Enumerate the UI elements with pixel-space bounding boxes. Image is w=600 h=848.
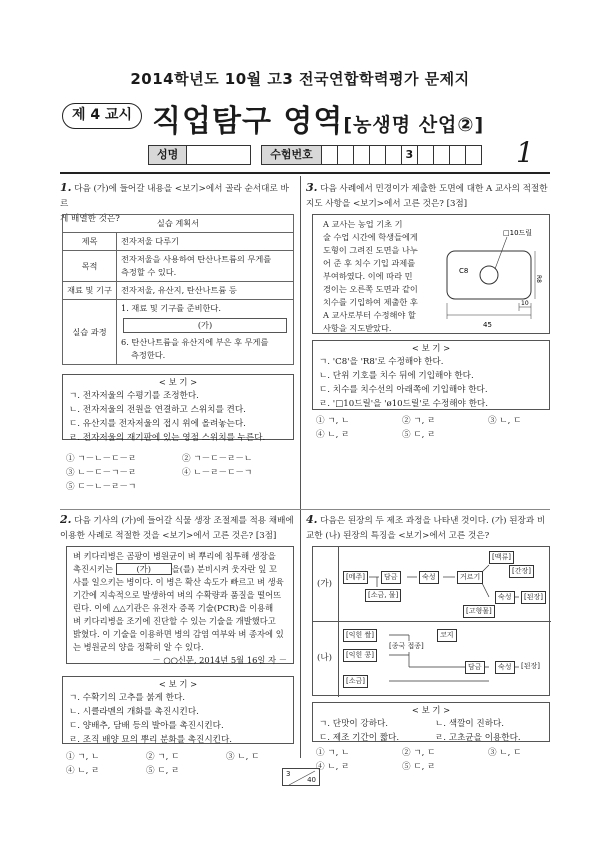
label-r8: R8 (535, 275, 542, 283)
q3-case-box (312, 214, 550, 334)
plan-value-line: 측정할 수 있다. (121, 267, 177, 277)
page-total: 40 (307, 776, 316, 784)
answer-choice-2[interactable]: ② ㄱ－ㄷ－ㄹ－ㄴ (182, 454, 253, 464)
process-na-label: (나) (317, 653, 333, 663)
bogi-item: ㄹ. 전자저울의 재기판에 있는 영점 스위치를 누른다. (69, 433, 266, 443)
flow-box-sukseong: 숙성 (419, 571, 439, 584)
q3-drawing (441, 219, 547, 331)
bogi-title: < 보 기 > (411, 343, 451, 353)
id-bar (148, 145, 482, 165)
answer-choice-2[interactable]: ② ㄱ, ㄹ (402, 416, 436, 426)
case-line: 사항을 지도받았다. (323, 323, 392, 333)
q1-number: 1. (60, 181, 72, 194)
name-field[interactable] (187, 145, 251, 165)
bogi-item: ㄹ. 고초균을 이용한다. (435, 733, 521, 743)
diagram-label-col (313, 547, 339, 697)
bogi-item: ㄴ. 시클라멘의 개화를 촉진시킨다. (69, 707, 199, 717)
answer-choice-2[interactable]: ② ㄱ, ㄷ (146, 752, 180, 762)
answer-choice-1[interactable]: ① ㄱ, ㄴ (316, 748, 350, 758)
plan-value (117, 251, 294, 282)
label-10: 10 (521, 300, 529, 307)
article-line: 벼 키다리병은 곰팡이 병원균이 벼 뿌리에 침투해 생장을 (73, 551, 276, 561)
flow-box-doenjang: [된장] (521, 591, 546, 604)
q1-text: 게 배열한 것은? (60, 214, 120, 224)
exam-no-cell[interactable] (466, 145, 482, 165)
plate-outline (447, 251, 531, 299)
article-line: 린다. 이에 △△기관은 유전자 증폭 기술(PCR)을 이용해 (73, 603, 274, 613)
process-ga-label: (가) (317, 579, 333, 589)
article-line: 기간에 지속적으로 발생하여 벼의 수확량과 품질을 떨어뜨 (73, 590, 282, 600)
exam-no-cell[interactable] (450, 145, 466, 165)
q3-case-text (323, 218, 441, 335)
q1-plan-table (62, 214, 294, 365)
flow-box-georeugi: 거르기 (457, 571, 483, 584)
q3-text: 지도 사항을 <보기>에서 고른 것은? [3점] (306, 199, 468, 209)
bogi-row (319, 717, 543, 731)
bogi-item: ㄹ. 조직 배양 묘의 뿌리 분화를 촉진시킨다. (69, 735, 232, 745)
column-divider (300, 176, 301, 758)
header-rule (60, 172, 550, 174)
article-source: － ○○신문, 2014년 5월 16일 자 － (152, 655, 287, 665)
exam-no-cell[interactable] (418, 145, 434, 165)
q3-bogi-box (312, 340, 550, 410)
case-line: 경이는 오른쪽 도면과 같이 (323, 284, 418, 294)
answer-choice-5[interactable]: ⑤ ㄷ, ㄹ (402, 430, 436, 440)
article-text: 촉진시키는 (73, 564, 114, 574)
case-line: A 교사로부터 수정해야 할 (323, 310, 416, 320)
plan-step: 6. 탄산나트륨을 유산지에 부은 후 무게를 (121, 337, 269, 347)
label-c8: C8 (459, 267, 469, 275)
plan-label: 목적 (63, 251, 117, 282)
flow-box-maekryu: [맥류] (489, 551, 514, 564)
flow-label-inoculation: [종국 접종] (389, 642, 424, 650)
bogi-item: ㄴ. 단위 기호를 치수 뒤에 기입해야 한다. (319, 371, 474, 381)
bogi-item: ㄱ. 'C8'을 'R8'로 수정해야 한다. (319, 357, 444, 367)
q4-text: 교한 (나) 된장의 특징을 <보기>에서 고른 것은? (306, 531, 490, 541)
flow-box-doenjang: [된장] (521, 662, 540, 670)
case-line: 도형이 그려진 도면을 나누 (323, 245, 418, 255)
q2-article (66, 546, 294, 664)
plan-steps (117, 300, 294, 365)
case-line: 술 수업 시간에 학생들에게 (323, 232, 418, 242)
exam-no-cell[interactable] (386, 145, 402, 165)
subject-sub: [농생명 산업②] (343, 114, 485, 136)
answer-choice-2[interactable]: ② ㄱ, ㄷ (402, 748, 436, 758)
q4-text: 다음은 된장의 두 제조 과정을 나타낸 것이다. (가) 된장과 비 (320, 516, 546, 526)
case-line: 부여하였다. 이에 따라 민 (323, 271, 413, 281)
flow-box-damgeum: 담금 (381, 571, 401, 584)
exam-no-digit: 3 (402, 145, 418, 165)
q4-process-diagram (312, 546, 550, 696)
answer-choice-3[interactable]: ③ ㄴ－ㄷ－ㄱ－ㄹ (66, 468, 137, 478)
row-divider (60, 509, 550, 510)
plan-label: 제목 (63, 233, 117, 251)
q1-text: 다음 (가)에 들어갈 내용을 <보기>에서 골라 순서대로 바르 (60, 184, 289, 209)
exam-no-cell[interactable] (370, 145, 386, 165)
plan-value: 전자저울 다루기 (117, 233, 294, 251)
case-line: 어 준 후 치수 기입 과제를 (323, 258, 416, 268)
q2-bogi-box (62, 676, 294, 744)
exam-no-cell[interactable] (322, 145, 338, 165)
flow-box-cooked-beans: [익힌 콩] (343, 649, 377, 662)
answer-choice-1[interactable]: ① ㄱ, ㄴ (66, 752, 100, 762)
q3-text: 다음 사례에서 민경이가 제출한 도면에 대한 A 교사의 적절한 (320, 184, 548, 194)
q4-stem (306, 512, 550, 544)
flow-box-koji: 코지 (437, 629, 457, 642)
bogi-row (319, 731, 543, 745)
flow-box-salt-water: [소금, 물] (365, 589, 401, 602)
article-line: 는 병원균의 양을 정확히 알 수 있다. (73, 642, 204, 652)
flow-box-meju: [메주] (343, 571, 368, 584)
exam-no-cell[interactable] (354, 145, 370, 165)
q3-stem (306, 180, 550, 212)
plan-value-line: 전자저울을 사용하여 탄산나트륨의 무게를 (121, 254, 272, 264)
flow-box-salt: [소금] (343, 675, 368, 688)
bogi-item: ㄱ. 단맛이 강하다. (319, 719, 389, 729)
answer-choice-4[interactable]: ④ ㄴ, ㄹ (316, 430, 350, 440)
exam-no-cell[interactable] (434, 145, 450, 165)
label-drill: □10드릴 (503, 229, 533, 237)
name-label: 성명 (148, 145, 187, 165)
q4-bogi-box (312, 702, 550, 742)
exam-title: 2014학년도 10월 고3 전국연합학력평가 문제지 (130, 70, 470, 88)
bogi-title: < 보 기 > (411, 705, 451, 715)
page-counter (282, 768, 320, 786)
answer-choice-4[interactable]: ④ ㄴ－ㄹ－ㄷ－ㄱ (182, 468, 253, 478)
page-number: 1 (516, 136, 534, 169)
q2-number: 2. (60, 513, 72, 526)
plan-label: 재료 및 기구 (63, 282, 117, 300)
answer-choice-3[interactable]: ③ ㄴ, ㄷ (226, 752, 260, 762)
plan-value: 전자저울, 유산지, 탄산나트륨 등 (117, 282, 294, 300)
answer-choice-5[interactable]: ⑤ ㄷ, ㄹ (146, 766, 180, 776)
article-line (73, 563, 287, 576)
flow-box-sukseong: 숙성 (495, 591, 515, 604)
bogi-item: ㄴ. 색깔이 진하다. (435, 719, 505, 729)
case-line: A 교사는 농업 기초 기 (323, 219, 403, 229)
period-badge: 제 4 교시 (62, 103, 142, 129)
bogi-title: < 보 기 > (158, 679, 198, 689)
flow-box-ganjang: [간장] (509, 565, 534, 578)
bogi-item: ㄷ. 치수를 치수선의 아래쪽에 기입해야 한다. (319, 385, 488, 395)
case-line: 치수를 기입하여 제출한 후 (323, 297, 418, 307)
bogi-item: ㄷ. 양배추, 담배 등의 발아를 촉진시킨다. (69, 721, 224, 731)
bogi-title: < 보 기 > (158, 377, 198, 387)
flow-box-sukseong: 숙성 (495, 661, 515, 674)
flow-box-solids: [고형물] (463, 605, 495, 618)
bogi-item: ㄴ. 전자저울의 전원을 연결하고 스위치를 켠다. (69, 405, 246, 415)
flow-box-damgeum: 담금 (465, 661, 485, 674)
bogi-item: ㄱ. 수확기의 고추를 붉게 한다. (69, 693, 186, 703)
bogi-item: ㄹ. '□10드릴'을 'ø10드릴'로 수정해야 한다. (319, 399, 488, 409)
subject-title (152, 96, 484, 140)
label-45: 45 (483, 321, 492, 329)
plan-title: 실습 계획서 (63, 215, 294, 233)
bogi-item: ㄷ. 제조 기간이 짧다. (319, 733, 400, 743)
article-text: 을(를) 분비시켜 웃자란 잎 꼬 (171, 564, 277, 574)
answer-choice-3[interactable]: ③ ㄴ, ㄷ (488, 416, 522, 426)
q2-text: 이용한 사례로 적절한 것을 <보기>에서 고른 것은? [3점] (60, 531, 277, 541)
answer-choice-3[interactable]: ③ ㄴ, ㄷ (488, 748, 522, 758)
flow-box-cooked-rice: [익힌 쌀] (343, 629, 377, 642)
subject-main: 직업탐구 영역 (152, 104, 344, 139)
leader-line (495, 237, 507, 269)
article-line: 벼 키다리병을 조기에 진단할 수 있는 기술을 개발했다고 (73, 616, 276, 626)
article-blank-ga: (가) (116, 563, 172, 575)
plan-label: 실습 과정 (63, 300, 117, 365)
plan-step: 측정한다. (131, 350, 166, 360)
bogi-item: ㄱ. 전자저울의 수평기를 조정한다. (69, 391, 199, 401)
page-current: 3 (286, 770, 291, 778)
exam-no-label: 수험번호 (261, 145, 322, 165)
answer-choice-1[interactable]: ① ㄱ－ㄴ－ㄷ－ㄹ (66, 454, 137, 464)
bogi-item: ㄷ. 유산지를 전자저울의 접시 위에 올려놓는다. (69, 419, 246, 429)
answer-choice-4[interactable]: ④ ㄴ, ㄹ (66, 766, 100, 776)
article-line: 사를 일으키는 병이다. 이 병은 확산 속도가 빠르고 벼 생육 (73, 577, 284, 587)
article-line: 밝혔다. 이 기술을 이용하면 병의 감염 여부와 벼 종자에 있 (73, 629, 284, 639)
q3-number: 3. (306, 181, 318, 194)
answer-choice-1[interactable]: ① ㄱ, ㄴ (316, 416, 350, 426)
q4-number: 4. (306, 513, 318, 526)
exam-no-cell[interactable] (338, 145, 354, 165)
q1-bogi-box (62, 374, 294, 443)
plan-blank-ga: (가) (123, 318, 287, 333)
q2-text: 다음 기사의 (가)에 들어갈 식물 생장 조절제를 적용 채배에 (74, 516, 294, 526)
plan-step: 1. 재료 및 기구를 준비한다. (121, 303, 221, 313)
answer-choice-5[interactable]: ⑤ ㄷ, ㄹ (402, 762, 436, 772)
q2-stem (60, 512, 296, 544)
answer-choice-5[interactable]: ⑤ ㄷ－ㄴ－ㄹ－ㄱ (66, 482, 137, 492)
answer-choice-4[interactable]: ④ ㄴ, ㄹ (316, 762, 350, 772)
